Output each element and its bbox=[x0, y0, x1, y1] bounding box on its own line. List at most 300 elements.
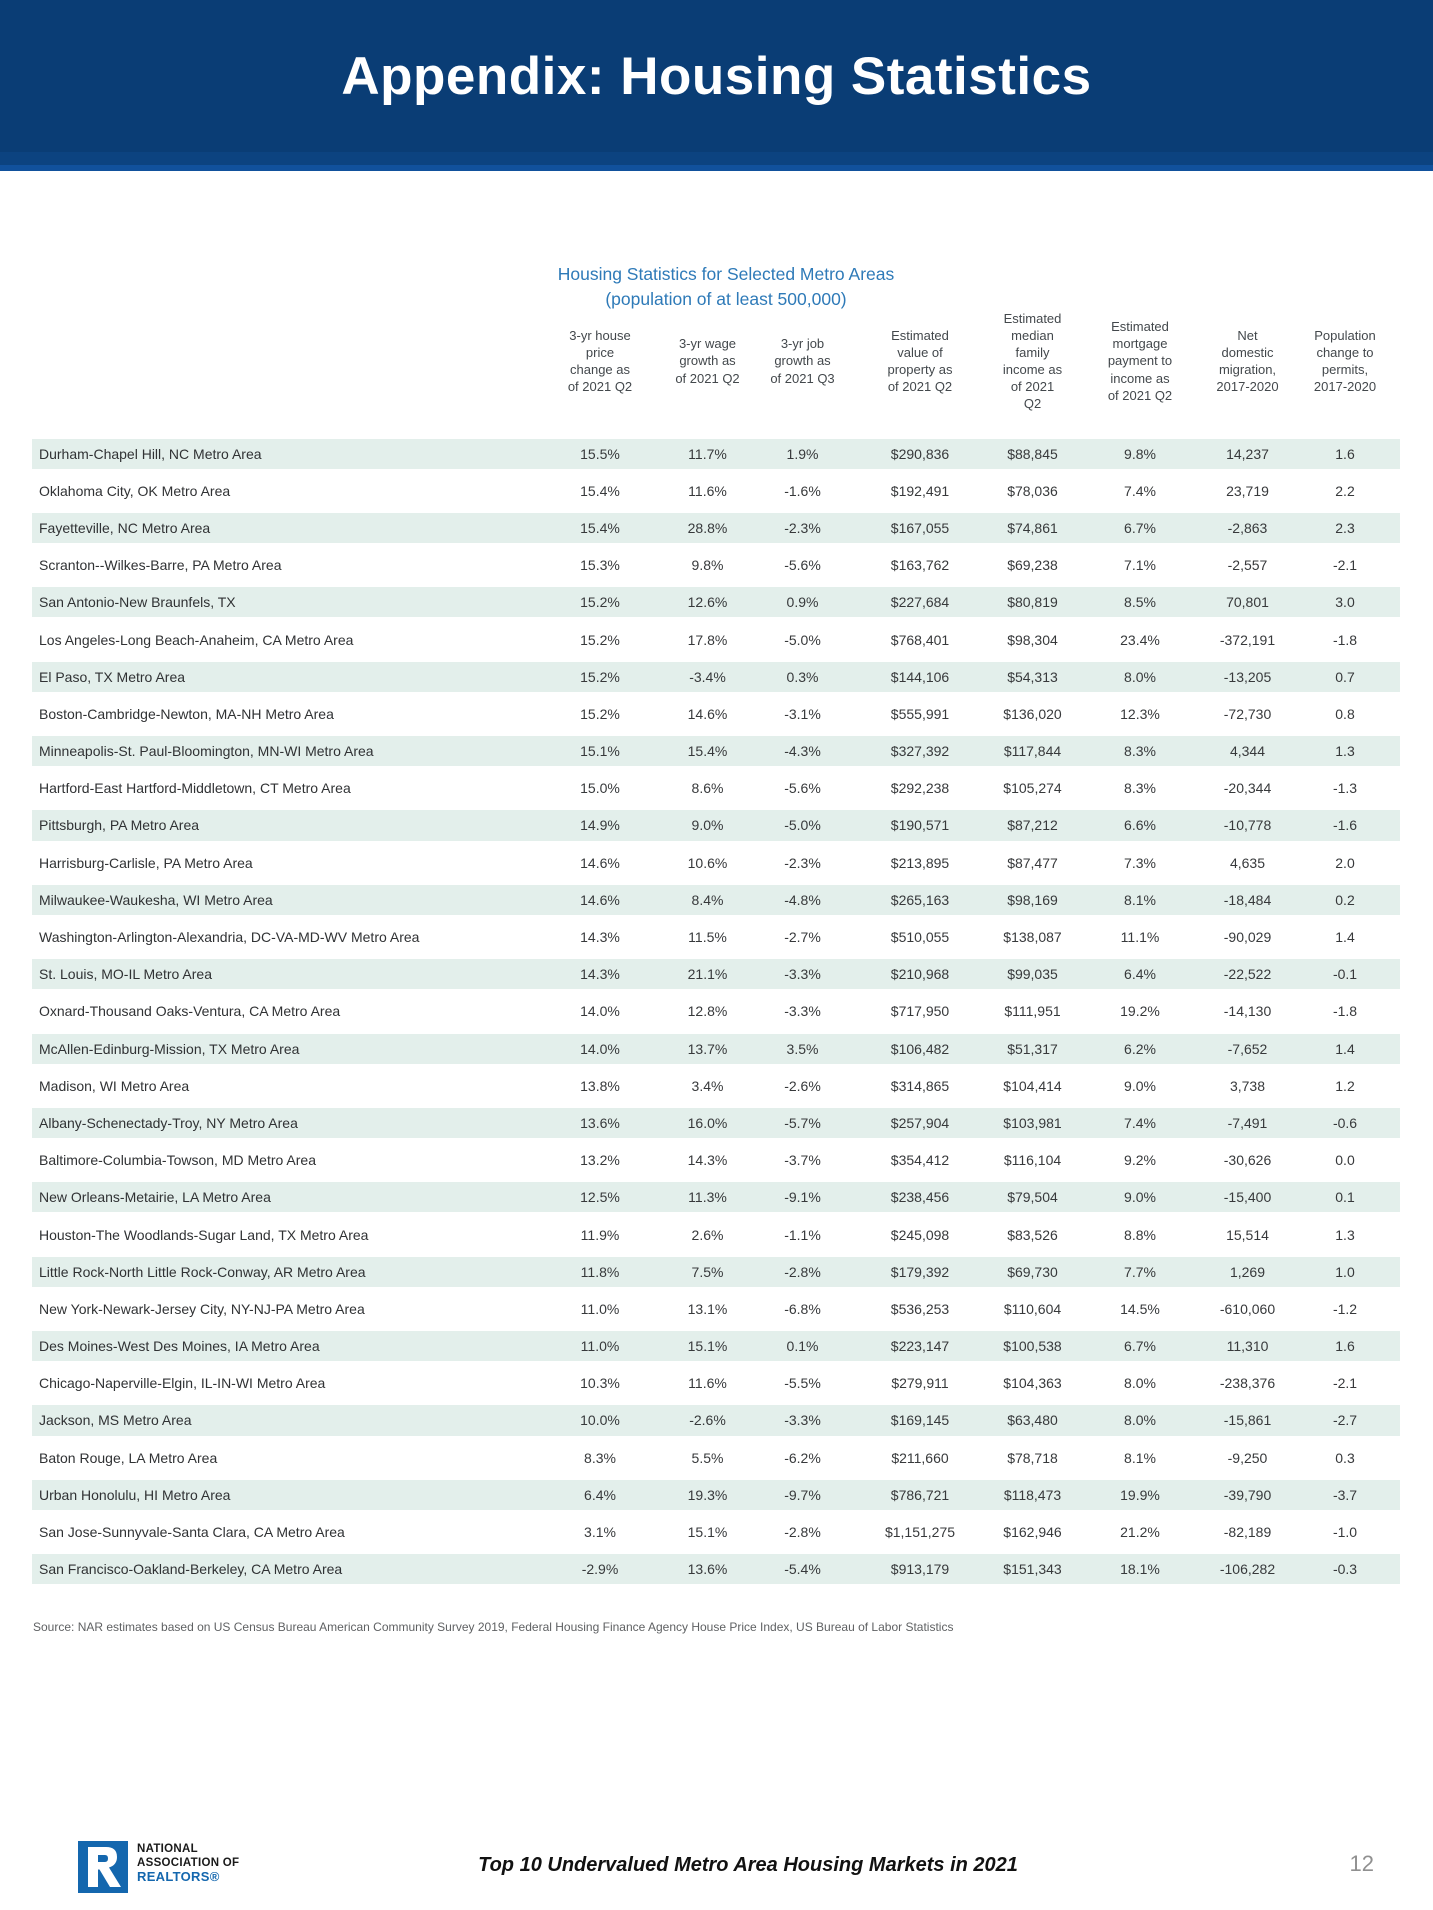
metro-stat-value: $118,473 bbox=[1003, 1486, 1062, 1503]
metro-stat-value: -0.3 bbox=[1332, 1561, 1358, 1578]
metro-stat-value: 1.3 bbox=[1335, 743, 1355, 760]
metro-stat-value: -1.6 bbox=[1332, 817, 1358, 834]
metro-stat-value: -18,484 bbox=[1223, 891, 1272, 908]
metro-stat-value: -106,282 bbox=[1219, 1561, 1276, 1578]
metro-stat-value: -2,863 bbox=[1227, 519, 1268, 536]
metro-stat-value: $169,145 bbox=[890, 1412, 950, 1429]
metro-stat-value: $69,238 bbox=[1007, 557, 1058, 574]
metro-stat-value: -2.3% bbox=[784, 519, 821, 536]
page-title: Appendix: Housing Statistics bbox=[341, 46, 1092, 106]
metro-stat-value: 6.4% bbox=[1124, 966, 1156, 983]
metro-stat-value: $54,313 bbox=[1007, 668, 1058, 685]
metro-area-name: Milwaukee-Waukesha, WI Metro Area bbox=[39, 891, 273, 908]
metro-stat-value: 15,514 bbox=[1226, 1226, 1269, 1243]
metro-stat-value: $768,401 bbox=[890, 631, 950, 648]
metro-stat-value: 0.2 bbox=[1335, 891, 1355, 908]
metro-stat-value: $111,951 bbox=[1004, 1003, 1061, 1020]
metro-stat-value: $88,845 bbox=[1007, 445, 1058, 462]
metro-stat-value: 9.2% bbox=[1124, 1152, 1156, 1169]
metro-stat-value: 8.0% bbox=[1124, 1375, 1156, 1392]
column-header bbox=[850, 327, 990, 396]
metro-stat-value: $136,020 bbox=[1003, 705, 1062, 722]
metro-stat-value: 15.1% bbox=[687, 1524, 728, 1541]
metro-stat-value: $100,538 bbox=[1003, 1338, 1062, 1355]
metro-stat-value: 9.0% bbox=[1124, 1077, 1156, 1094]
metro-stat-value: $211,660 bbox=[891, 1449, 949, 1466]
metro-stat-value: -0.6 bbox=[1332, 1114, 1358, 1131]
table-row bbox=[32, 472, 1400, 509]
metro-stat-value: 0.0 bbox=[1335, 1152, 1355, 1169]
table-row bbox=[32, 1551, 1400, 1588]
column-header-label: Estimated mortgage payment to income as of 2021 Q2 bbox=[1107, 319, 1173, 403]
metro-stat-value: -2.6% bbox=[784, 1077, 821, 1094]
metro-stat-value: 15.4% bbox=[580, 482, 620, 499]
metro-stat-value: $69,730 bbox=[1007, 1263, 1058, 1280]
metro-stat-value: -13,205 bbox=[1223, 668, 1272, 685]
metro-area-name: Houston-The Woodlands-Sugar Land, TX Metro Area bbox=[39, 1226, 369, 1243]
metro-stat-value: 11.8% bbox=[580, 1263, 620, 1280]
metro-stat-value: 9.0% bbox=[1124, 1189, 1156, 1206]
page-number: 12 bbox=[1349, 1851, 1374, 1876]
metro-stat-value: 7.7% bbox=[1124, 1263, 1156, 1280]
metro-stat-value: 3.5% bbox=[786, 1040, 819, 1057]
metro-stat-value: 16.0% bbox=[687, 1114, 728, 1131]
metro-stat-value: 13.6% bbox=[687, 1561, 728, 1578]
metro-stat-value: 12.5% bbox=[580, 1189, 620, 1206]
metro-stat-value: 11.1% bbox=[1120, 929, 1160, 946]
header-banner bbox=[0, 0, 1433, 152]
column-header bbox=[540, 327, 660, 396]
metro-stat-value: 6.4% bbox=[584, 1486, 616, 1503]
table-row bbox=[32, 435, 1400, 472]
metro-stat-value: $151,343 bbox=[1003, 1561, 1062, 1578]
metro-stat-value: $245,098 bbox=[890, 1226, 950, 1243]
metro-stat-value: 10.6% bbox=[687, 854, 728, 871]
metro-stat-value: 0.1 bbox=[1335, 1189, 1355, 1206]
table-row bbox=[32, 1290, 1400, 1327]
metro-stat-value: 15.2% bbox=[580, 705, 620, 722]
metro-stat-value: -1.1% bbox=[784, 1226, 821, 1243]
metro-stat-value: 8.8% bbox=[1124, 1226, 1156, 1243]
metro-stat-value: $106,482 bbox=[890, 1040, 950, 1057]
metro-stat-value: $192,491 bbox=[890, 482, 950, 499]
metro-area-name: Chicago-Naperville-Elgin, IL-IN-WI Metro Area bbox=[39, 1375, 326, 1392]
metro-area-name: New Orleans-Metairie, LA Metro Area bbox=[39, 1189, 271, 1206]
table-row bbox=[32, 1513, 1400, 1550]
metro-stat-value: -238,376 bbox=[1219, 1375, 1276, 1392]
metro-stat-value: 14.5% bbox=[1120, 1300, 1160, 1317]
metro-stat-value: 14.6% bbox=[580, 854, 620, 871]
metro-stat-value: 8.3% bbox=[584, 1449, 616, 1466]
table-row bbox=[32, 881, 1400, 918]
metro-stat-value: -2.9% bbox=[581, 1561, 619, 1578]
metro-stat-value: 8.0% bbox=[1124, 668, 1156, 685]
metro-stat-value: 18.1% bbox=[1120, 1561, 1160, 1578]
table-title-line1: Housing Statistics for Selected Metro Areas bbox=[557, 264, 895, 284]
metro-stat-value: -610,060 bbox=[1219, 1300, 1276, 1317]
source-note: Source: NAR estimates based on US Census Bureau American Community Survey 2019, Federal Housing Finance Agency House Price Index, US Bureau of Labor Statistics bbox=[33, 1620, 954, 1634]
metro-stat-value: $354,412 bbox=[890, 1152, 950, 1169]
metro-stat-value: $179,392 bbox=[890, 1263, 950, 1280]
nar-wordmark bbox=[137, 1843, 239, 1884]
metro-stat-value: 13.1% bbox=[687, 1300, 728, 1317]
metro-area-name: Scranton--Wilkes-Barre, PA Metro Area bbox=[39, 557, 282, 574]
metro-stat-value: 14,237 bbox=[1226, 445, 1269, 462]
metro-stat-value: $74,861 bbox=[1007, 519, 1058, 536]
metro-stat-value: $138,087 bbox=[1003, 929, 1062, 946]
metro-stat-value: 1.9% bbox=[786, 445, 819, 462]
metro-stat-value: 0.7 bbox=[1335, 668, 1355, 685]
metro-stat-value: -3.3% bbox=[784, 1003, 821, 1020]
metro-stat-value: -90,029 bbox=[1223, 929, 1272, 946]
metro-area-name: McAllen-Edinburg-Mission, TX Metro Area bbox=[39, 1040, 300, 1057]
metro-stat-value: 8.1% bbox=[1124, 1449, 1156, 1466]
metro-stat-value: 15.2% bbox=[580, 668, 620, 685]
metro-stat-value: 14.6% bbox=[580, 891, 620, 908]
metro-stat-value: $227,684 bbox=[890, 594, 950, 611]
metro-stat-value: -3.7% bbox=[784, 1152, 821, 1169]
metro-stat-value: -9.7% bbox=[784, 1486, 821, 1503]
metro-stat-value: 10.3% bbox=[580, 1375, 620, 1392]
metro-stat-value: $87,477 bbox=[1007, 854, 1058, 871]
metro-stat-value: 3,738 bbox=[1229, 1077, 1266, 1094]
metro-stat-value: 12.8% bbox=[687, 1003, 728, 1020]
metro-stat-value: $117,844 bbox=[1003, 743, 1062, 760]
metro-stat-value: 9.8% bbox=[1124, 445, 1156, 462]
metro-stat-value: 1.4 bbox=[1335, 929, 1355, 946]
table-row bbox=[32, 695, 1400, 732]
metro-stat-value: 3.0 bbox=[1335, 594, 1355, 611]
metro-stat-value: 15.0% bbox=[580, 780, 620, 797]
metro-stat-value: -2.3% bbox=[784, 854, 821, 871]
metro-stat-value: -7,652 bbox=[1227, 1040, 1268, 1057]
metro-stat-value: $110,604 bbox=[1003, 1300, 1062, 1317]
metro-stat-value: $105,274 bbox=[1003, 780, 1062, 797]
metro-stat-value: 15.2% bbox=[580, 594, 620, 611]
metro-stat-value: 10.0% bbox=[580, 1412, 620, 1429]
metro-stat-value: 8.0% bbox=[1124, 1412, 1156, 1429]
metro-stat-value: -39,790 bbox=[1223, 1486, 1272, 1503]
column-header bbox=[1075, 318, 1205, 404]
table-row bbox=[32, 844, 1400, 881]
metro-stat-value: $327,392 bbox=[890, 743, 950, 760]
table-row bbox=[32, 733, 1400, 770]
metro-stat-value: 11.5% bbox=[688, 929, 727, 946]
metro-stat-value: 13.6% bbox=[580, 1114, 620, 1131]
metro-stat-value: -7,491 bbox=[1227, 1114, 1268, 1131]
metro-stat-value: -3.4% bbox=[689, 668, 726, 685]
metro-area-name: Los Angeles-Long Beach-Anaheim, CA Metro Area bbox=[39, 631, 354, 648]
table-row bbox=[32, 993, 1400, 1030]
metro-stat-value: -4.3% bbox=[784, 743, 821, 760]
metro-stat-value: 70,801 bbox=[1226, 594, 1269, 611]
metro-stat-value: -2.8% bbox=[784, 1524, 821, 1541]
table-row bbox=[32, 1104, 1400, 1141]
metro-area-name: St. Louis, MO-IL Metro Area bbox=[39, 966, 212, 983]
metro-stat-value: -22,522 bbox=[1223, 966, 1272, 983]
metro-area-name: Baton Rouge, LA Metro Area bbox=[39, 1449, 218, 1466]
metro-stat-value: 19.2% bbox=[1120, 1003, 1160, 1020]
metro-stat-value: $144,106 bbox=[890, 668, 950, 685]
table-header-row bbox=[32, 300, 1400, 422]
metro-stat-value: $83,526 bbox=[1007, 1226, 1058, 1243]
metro-stat-value: 15.4% bbox=[580, 519, 620, 536]
metro-stat-value: -5.5% bbox=[784, 1375, 821, 1392]
metro-stat-value: $292,238 bbox=[890, 780, 950, 797]
metro-area-name: Oxnard-Thousand Oaks-Ventura, CA Metro Area bbox=[39, 1003, 341, 1020]
metro-stat-value: 1.4 bbox=[1335, 1040, 1355, 1057]
metro-stat-value: 14.3% bbox=[687, 1152, 728, 1169]
table-row bbox=[32, 547, 1400, 584]
metro-area-name: Minneapolis-St. Paul-Bloomington, MN-WI Metro Area bbox=[39, 743, 374, 760]
metro-stat-value: -5.0% bbox=[784, 631, 821, 648]
metro-stat-value: $290,836 bbox=[890, 445, 950, 462]
metro-stat-value: 0.8 bbox=[1335, 705, 1355, 722]
metro-stat-value: 1,269 bbox=[1229, 1263, 1266, 1280]
metro-stat-value: $167,055 bbox=[890, 519, 950, 536]
column-header-label: 3-yr house price change as of 2021 Q2 bbox=[567, 327, 633, 395]
metro-stat-value: -1.3 bbox=[1332, 780, 1358, 797]
table-row bbox=[32, 1216, 1400, 1253]
metro-stat-value: -14,130 bbox=[1223, 1003, 1272, 1020]
metro-stat-value: 14.6% bbox=[687, 705, 728, 722]
metro-stat-value: -1.2 bbox=[1332, 1300, 1358, 1317]
metro-stat-value: -6.8% bbox=[784, 1300, 821, 1317]
table-title-line2: (population of at least 500,000) bbox=[605, 289, 847, 310]
metro-area-name: Albany-Schenectady-Troy, NY Metro Area bbox=[39, 1114, 298, 1131]
metro-stat-value: 0.3% bbox=[786, 668, 819, 685]
table-row bbox=[32, 658, 1400, 695]
metro-stat-value: 1.3 bbox=[1335, 1226, 1355, 1243]
metro-stat-value: 21.2% bbox=[1120, 1524, 1160, 1541]
metro-stat-value: -2.7 bbox=[1332, 1412, 1358, 1429]
banner-accent-strip bbox=[0, 152, 1433, 165]
metro-stat-value: $786,721 bbox=[890, 1486, 950, 1503]
metro-stat-value: 4,635 bbox=[1229, 854, 1266, 871]
column-header-label: Net domestic migration, 2017-2020 bbox=[1216, 327, 1279, 395]
nar-wordmark-line2: ASSOCIATION OF bbox=[137, 1856, 240, 1869]
metro-stat-value: 15.5% bbox=[580, 445, 620, 462]
metro-stat-value: -5.7% bbox=[784, 1114, 821, 1131]
metro-stat-value: -2,557 bbox=[1227, 557, 1268, 574]
metro-stat-value: 15.3% bbox=[580, 557, 620, 574]
nar-wordmark-line3: REALTORS® bbox=[137, 1869, 220, 1884]
metro-stat-value: 2.6% bbox=[691, 1226, 724, 1243]
metro-stat-value: 7.4% bbox=[1124, 482, 1156, 499]
table-row bbox=[32, 1179, 1400, 1216]
metro-stat-value: $163,762 bbox=[890, 557, 950, 574]
metro-stat-value: -15,861 bbox=[1223, 1412, 1272, 1429]
metro-stat-value: 6.7% bbox=[1124, 519, 1156, 536]
metro-stat-value: $238,456 bbox=[890, 1189, 950, 1206]
column-header-label: Population change to permits, 2017-2020 bbox=[1313, 327, 1377, 395]
metro-stat-value: $80,819 bbox=[1007, 594, 1058, 611]
metro-area-name: Oklahoma City, OK Metro Area bbox=[39, 482, 231, 499]
metro-stat-value: 9.0% bbox=[691, 817, 724, 834]
table-row bbox=[32, 1439, 1400, 1476]
metro-stat-value: 3.4% bbox=[691, 1077, 724, 1094]
metro-stat-value: -6.2% bbox=[784, 1449, 821, 1466]
metro-stat-value: 8.5% bbox=[1124, 594, 1156, 611]
metro-stat-value: $223,147 bbox=[890, 1338, 950, 1355]
metro-stat-value: $213,895 bbox=[890, 854, 950, 871]
metro-stat-value: 8.4% bbox=[691, 891, 724, 908]
metro-stat-value: 11,310 bbox=[1226, 1338, 1269, 1355]
metro-stat-value: 23,719 bbox=[1226, 482, 1269, 499]
table-row bbox=[32, 509, 1400, 546]
metro-stat-value: $162,946 bbox=[1003, 1524, 1062, 1541]
metro-stat-value: $79,504 bbox=[1007, 1189, 1058, 1206]
table-row bbox=[32, 1402, 1400, 1439]
metro-stat-value: -1.6% bbox=[784, 482, 821, 499]
metro-stat-value: 14.3% bbox=[580, 929, 620, 946]
table-row bbox=[32, 956, 1400, 993]
metro-stat-value: -5.6% bbox=[784, 557, 821, 574]
metro-stat-value: -82,189 bbox=[1223, 1524, 1272, 1541]
metro-stat-value: -20,344 bbox=[1223, 780, 1272, 797]
column-header bbox=[660, 335, 755, 386]
metro-stat-value: 6.2% bbox=[1124, 1040, 1156, 1057]
table-row bbox=[32, 770, 1400, 807]
table-row bbox=[32, 584, 1400, 621]
metro-stat-value: 15.2% bbox=[580, 631, 620, 648]
table-row bbox=[32, 807, 1400, 844]
metro-stat-value: 13.8% bbox=[580, 1077, 620, 1094]
metro-stat-value: 2.3 bbox=[1335, 519, 1355, 536]
metro-stat-value: $279,911 bbox=[891, 1375, 949, 1392]
metro-stat-value: -3.3% bbox=[784, 966, 821, 983]
table-row bbox=[32, 1030, 1400, 1067]
metro-stat-value: 2.0 bbox=[1335, 854, 1355, 871]
metro-stat-value: 8.6% bbox=[691, 780, 724, 797]
metro-stat-value: 11.9% bbox=[580, 1226, 620, 1243]
metro-stat-value: 1.0 bbox=[1335, 1263, 1355, 1280]
metro-stat-value: $536,253 bbox=[890, 1300, 950, 1317]
metro-area-name: Jackson, MS Metro Area bbox=[39, 1412, 192, 1429]
metro-stat-value: -1.8 bbox=[1332, 631, 1358, 648]
metro-stat-value: -0.1 bbox=[1332, 966, 1358, 983]
metro-stat-value: -72,730 bbox=[1223, 705, 1272, 722]
metro-stat-value: 14.9% bbox=[580, 817, 620, 834]
nar-logo bbox=[78, 1841, 128, 1893]
metro-stat-value: 6.6% bbox=[1124, 817, 1156, 834]
metro-stat-value: $257,904 bbox=[890, 1114, 950, 1131]
table-row bbox=[32, 1067, 1400, 1104]
metro-area-name: San Antonio-New Braunfels, TX bbox=[39, 594, 236, 611]
metro-area-name: Baltimore-Columbia-Towson, MD Metro Area bbox=[39, 1152, 316, 1169]
metro-stat-value: -2.6% bbox=[689, 1412, 726, 1429]
metro-stat-value: 0.3 bbox=[1335, 1449, 1355, 1466]
metro-stat-value: $78,718 bbox=[1007, 1449, 1058, 1466]
metro-stat-value: $63,480 bbox=[1007, 1412, 1058, 1429]
metro-stat-value: 15.1% bbox=[687, 1338, 728, 1355]
metro-stat-value: -30,626 bbox=[1223, 1152, 1272, 1169]
metro-stat-value: 1.6 bbox=[1335, 445, 1355, 462]
metro-area-name: Durham-Chapel Hill, NC Metro Area bbox=[39, 445, 262, 462]
metro-stat-value: 28.8% bbox=[687, 519, 728, 536]
metro-stat-value: 19.9% bbox=[1120, 1486, 1160, 1503]
metro-stat-value: $103,981 bbox=[1003, 1114, 1062, 1131]
metro-stat-value: 9.8% bbox=[691, 557, 724, 574]
metro-stat-value: $104,414 bbox=[1003, 1077, 1062, 1094]
footer-report-title: Top 10 Undervalued Metro Area Housing Markets in 2021 bbox=[478, 1854, 1018, 1876]
metro-area-name: Madison, WI Metro Area bbox=[39, 1077, 190, 1094]
metro-stat-value: $87,212 bbox=[1007, 817, 1058, 834]
metro-stat-value: 2.2 bbox=[1335, 482, 1355, 499]
metro-stat-value: $210,968 bbox=[890, 966, 950, 983]
banner-accent-line bbox=[0, 165, 1433, 171]
metro-stat-value: 21.1% bbox=[687, 966, 728, 983]
metro-stat-value: 23.4% bbox=[1120, 631, 1160, 648]
metro-stat-value: -2.7% bbox=[784, 929, 821, 946]
metro-stat-value: 14.0% bbox=[580, 1003, 620, 1020]
metro-stat-value: 11.3% bbox=[688, 1189, 727, 1206]
metro-stat-value: $1,151,275 bbox=[884, 1524, 956, 1541]
table-row bbox=[32, 1253, 1400, 1290]
metro-stat-value: -1.8 bbox=[1332, 1003, 1358, 1020]
metro-stat-value: -2.8% bbox=[784, 1263, 821, 1280]
metro-area-name: Fayetteville, NC Metro Area bbox=[39, 519, 211, 536]
table-row bbox=[32, 621, 1400, 658]
nar-wordmark-line1: NATIONAL bbox=[137, 1843, 198, 1855]
metro-stat-value: $510,055 bbox=[890, 929, 950, 946]
metro-stat-value: $265,163 bbox=[890, 891, 950, 908]
metro-area-name: El Paso, TX Metro Area bbox=[39, 668, 186, 685]
metro-stat-value: -10,778 bbox=[1223, 817, 1272, 834]
metro-stat-value: 11.7% bbox=[688, 445, 727, 462]
metro-stat-value: $913,179 bbox=[890, 1561, 950, 1578]
metro-stat-value: 1.2 bbox=[1335, 1077, 1355, 1094]
column-header-label: Estimated value of property as of 2021 Q2 bbox=[887, 327, 953, 395]
metro-area-name: Pittsburgh, PA Metro Area bbox=[39, 817, 200, 834]
metro-stat-value: 0.9% bbox=[786, 594, 819, 611]
metro-stat-value: 0.1% bbox=[786, 1338, 819, 1355]
metro-area-name: New York-Newark-Jersey City, NY-NJ-PA Metro Area bbox=[39, 1300, 365, 1317]
metro-stat-value: -1.0 bbox=[1332, 1524, 1358, 1541]
metro-stat-value: -3.7 bbox=[1332, 1486, 1358, 1503]
metro-stat-value: $99,035 bbox=[1007, 966, 1058, 983]
metro-stat-value: -9.1% bbox=[784, 1189, 821, 1206]
metro-stat-value: -2.1 bbox=[1332, 557, 1358, 574]
table-row bbox=[32, 1328, 1400, 1365]
metro-stat-value: 11.6% bbox=[688, 1375, 727, 1392]
metro-area-name: Hartford-East Hartford-Middletown, CT Metro Area bbox=[39, 780, 351, 797]
metro-stat-value: 7.5% bbox=[691, 1263, 724, 1280]
metro-stat-value: 8.3% bbox=[1124, 780, 1156, 797]
column-header bbox=[1290, 327, 1400, 396]
column-header-label: Estimated median family income as of 2021 Q2 bbox=[1002, 310, 1063, 412]
metro-stat-value: 11.0% bbox=[580, 1338, 620, 1355]
column-header-label: 3-yr wage growth as of 2021 Q2 bbox=[675, 336, 740, 386]
metro-area-name: San Jose-Sunnyvale-Santa Clara, CA Metro Area bbox=[39, 1524, 345, 1541]
metro-stat-value: 15.1% bbox=[580, 743, 620, 760]
metro-area-name: Washington-Arlington-Alexandria, DC-VA-MD-WV Metro Area bbox=[39, 929, 420, 946]
metro-stat-value: 8.1% bbox=[1124, 891, 1156, 908]
table-body bbox=[32, 435, 1400, 1588]
metro-stat-value: $98,169 bbox=[1007, 891, 1058, 908]
metro-stat-value: $314,865 bbox=[890, 1077, 950, 1094]
table-row bbox=[32, 918, 1400, 955]
metro-stat-value: 19.3% bbox=[687, 1486, 728, 1503]
metro-area-name: San Francisco-Oakland-Berkeley, CA Metro Area bbox=[39, 1561, 343, 1578]
metro-area-name: Boston-Cambridge-Newton, MA-NH Metro Area bbox=[39, 705, 334, 722]
metro-stat-value: 6.7% bbox=[1124, 1338, 1156, 1355]
metro-stat-value: $555,991 bbox=[890, 705, 950, 722]
metro-stat-value: 11.6% bbox=[688, 482, 727, 499]
metro-stat-value: -3.1% bbox=[784, 705, 821, 722]
column-header bbox=[1205, 327, 1290, 396]
metro-stat-value: $98,304 bbox=[1007, 631, 1058, 648]
